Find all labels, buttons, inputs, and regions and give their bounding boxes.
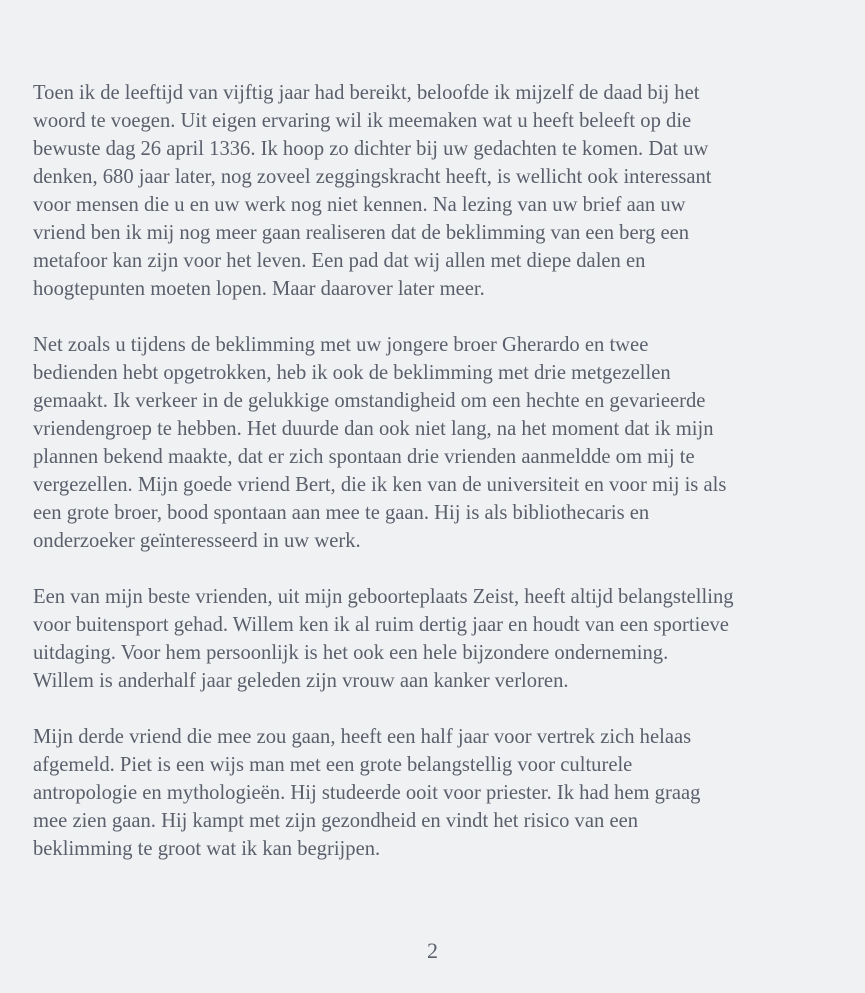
text-line: beklimming te groot wat ik kan begrijpen. bbox=[33, 838, 381, 860]
text-line: metafoor kan zijn voor het leven. Een pad dat wij allen met diepe dalen en bbox=[33, 250, 646, 272]
page-number: 2 bbox=[427, 938, 438, 963]
text-line: voor buitensport gehad. Willem ken ik al ruim dertig jaar en houdt van een sportieve bbox=[33, 614, 729, 636]
text-line: hoogtepunten moeten lopen. Maar daarover later meer. bbox=[33, 278, 485, 300]
text-line: bedienden hebt opgetrokken, heb ik ook de beklimming met drie metgezellen bbox=[33, 362, 671, 384]
text-line: vriend ben ik mij nog meer gaan realiseren dat de beklimming van een berg een bbox=[33, 222, 690, 244]
page-body bbox=[33, 79, 833, 891]
text-line: onderzoeker geïnteresseerd in uw werk. bbox=[33, 530, 361, 552]
paragraph-2 bbox=[33, 331, 833, 555]
text-line: uitdaging. Voor hem persoonlijk is het ook een hele bijzondere onderneming. bbox=[33, 642, 669, 664]
text-line: denken, 680 jaar later, nog zoveel zeggingskracht heeft, is wellicht ook interessant bbox=[33, 166, 712, 188]
text-line: bewuste dag 26 april 1336. Ik hoop zo dichter bij uw gedachten te komen. Dat uw bbox=[33, 138, 709, 160]
text-line: voor mensen die u en uw werk nog niet kennen. Na lezing van uw brief aan uw bbox=[33, 194, 686, 216]
text-line: Mijn derde vriend die mee zou gaan, heeft een half jaar voor vertrek zich helaas bbox=[33, 726, 692, 748]
text-line: Net zoals u tijdens de beklimming met uw jongere broer Gherardo en twee bbox=[33, 334, 649, 356]
text-line: Een van mijn beste vrienden, uit mijn geboorteplaats Zeist, heeft altijd belangstelling bbox=[33, 586, 734, 608]
text-line: plannen bekend maakte, dat er zich spontaan drie vrienden aanmeldde om mij te bbox=[33, 446, 695, 468]
text-line: gemaakt. Ik verkeer in de gelukkige omstandigheid om een hechte en gevarieerde bbox=[33, 390, 706, 412]
paragraph-4 bbox=[33, 723, 833, 863]
paragraph-3 bbox=[33, 583, 833, 695]
text-line: mee zien gaan. Hij kampt met zijn gezondheid en vindt het risico van een bbox=[33, 810, 639, 832]
text-line: Toen ik de leeftijd van vijftig jaar had bereikt, beloofde ik mijzelf de daad bij het bbox=[33, 82, 700, 104]
text-line: Willem is anderhalf jaar geleden zijn vrouw aan kanker verloren. bbox=[33, 670, 569, 692]
text-line: antropologie en mythologieën. Hij studeerde ooit voor priester. Ik had hem graag bbox=[33, 782, 701, 804]
text-line: vriendengroep te hebben. Het duurde dan ook niet lang, na het moment dat ik mijn bbox=[33, 418, 714, 440]
paragraph-1 bbox=[33, 79, 833, 303]
text-line: afgemeld. Piet is een wijs man met een grote belangstellig voor culturele bbox=[33, 754, 633, 776]
text-line: woord te voegen. Uit eigen ervaring wil ik meemaken wat u heeft beleeft op die bbox=[33, 110, 692, 132]
text-line: vergezellen. Mijn goede vriend Bert, die ik ken van de universiteit en voor mij is als bbox=[33, 474, 727, 496]
text-line: een grote broer, bood spontaan aan mee te gaan. Hij is als bibliothecaris en bbox=[33, 502, 650, 524]
